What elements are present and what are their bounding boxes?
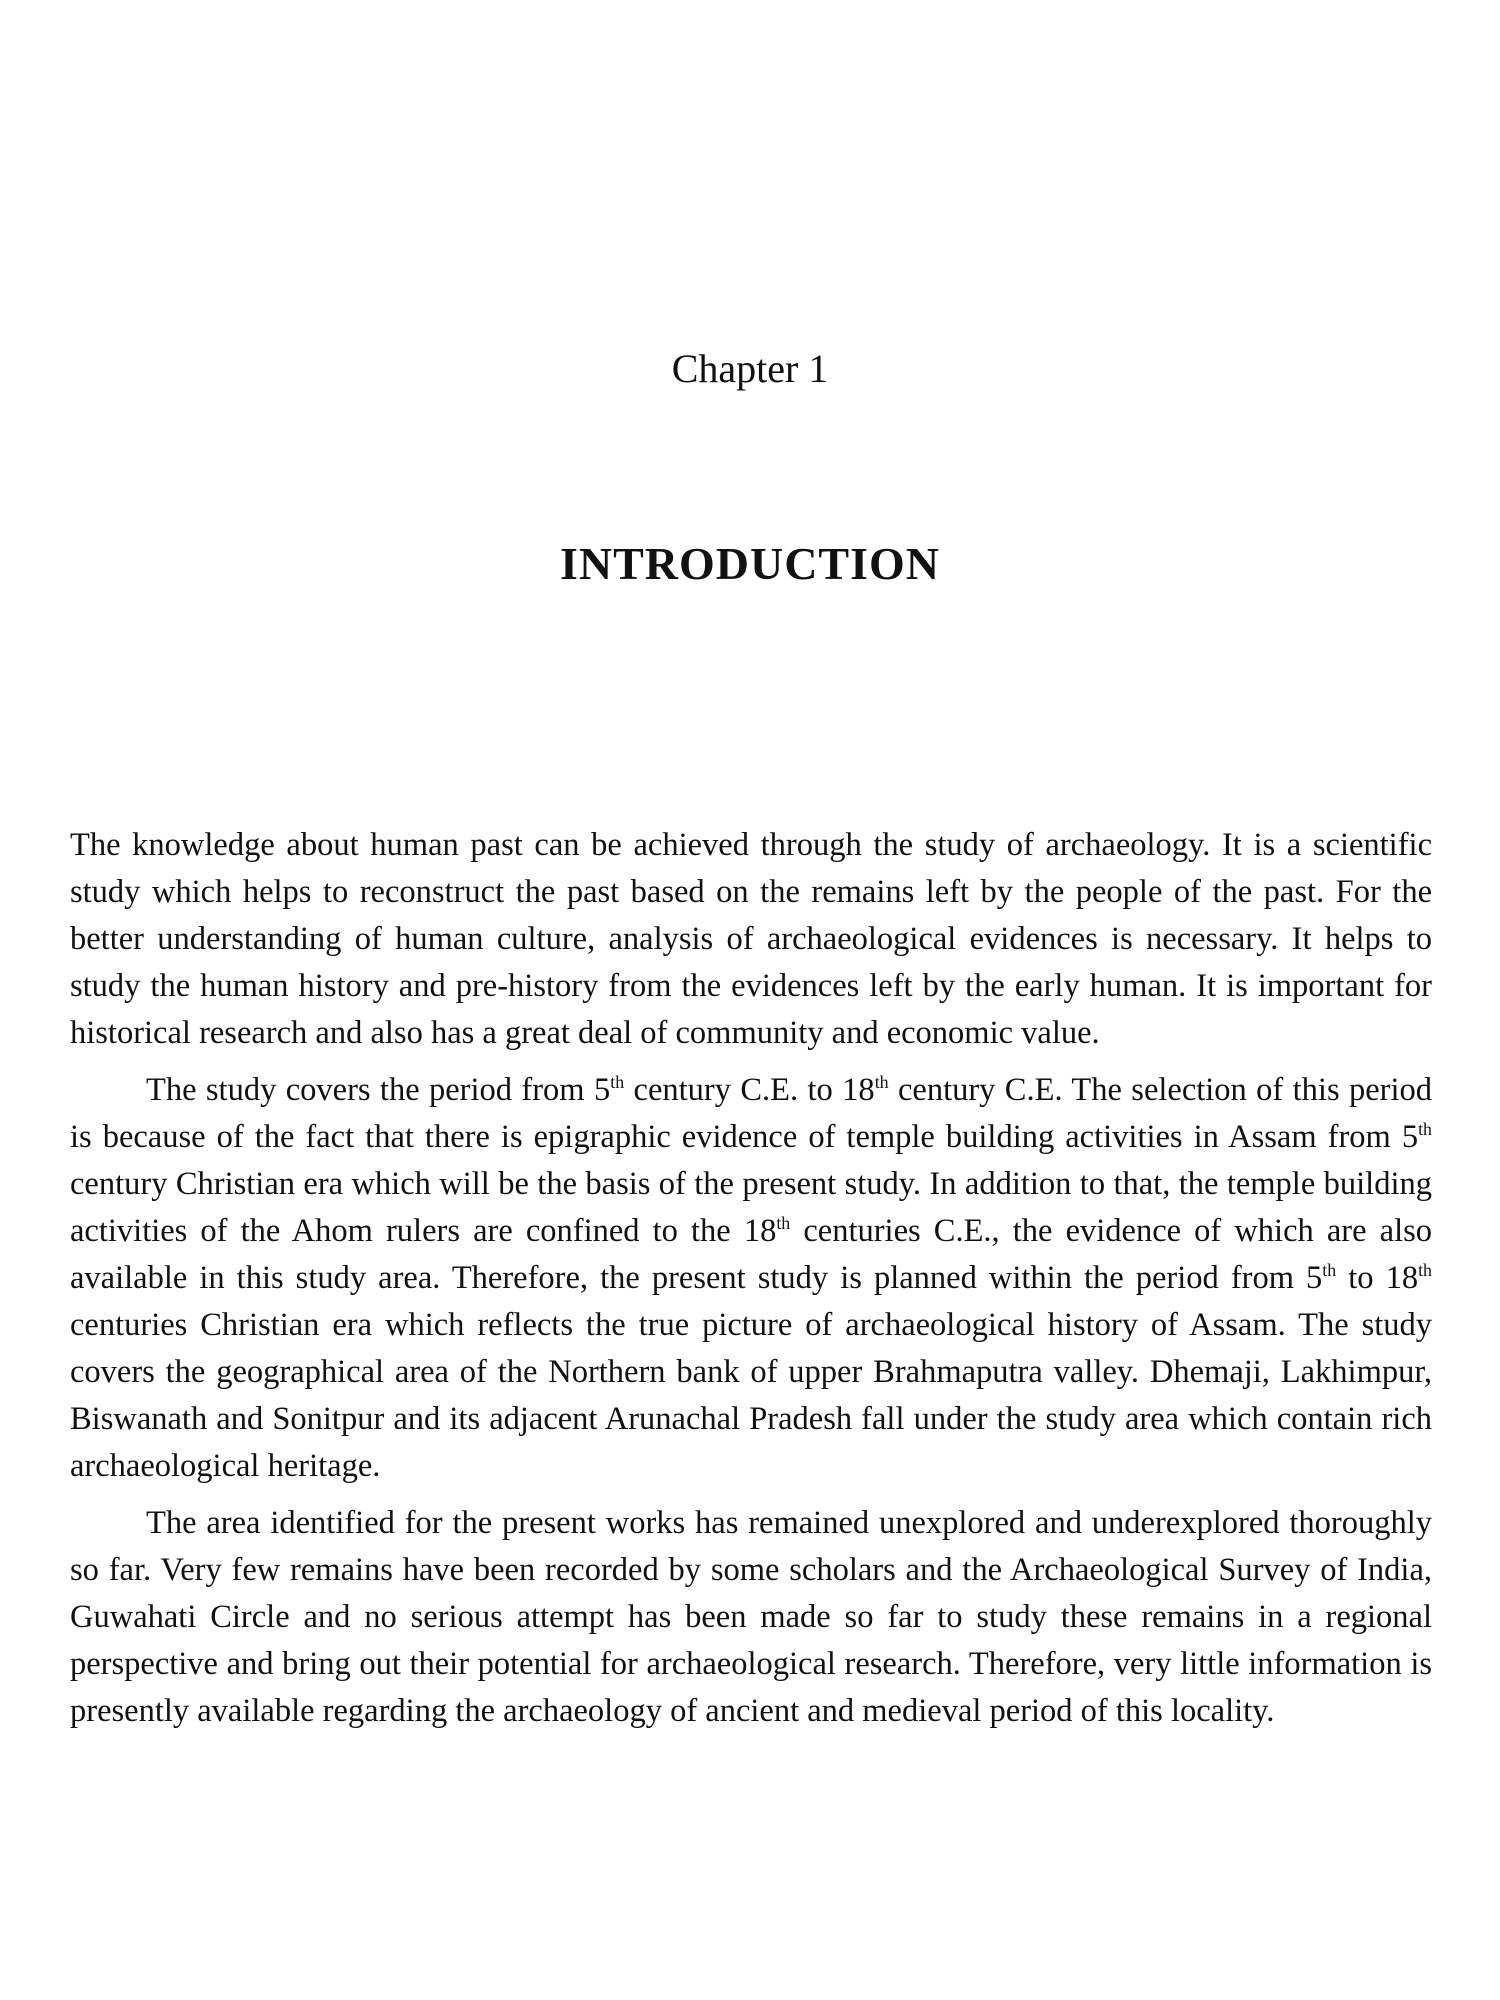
paragraph-1 bbox=[70, 822, 1432, 1057]
text-segment: century Christian era which will be the basis of the present study. In addition to that, the temple building activities of the Ahom rulers are confined to the 18 bbox=[70, 1166, 1432, 1249]
ordinal-suffix: th bbox=[610, 1072, 625, 1093]
ordinal-suffix: th bbox=[776, 1213, 791, 1234]
ordinal-suffix: th bbox=[1418, 1119, 1432, 1140]
text-segment: centuries C.E., the evidence of which are also available in this study area. Therefore, the present study is planned within the period from 5 bbox=[70, 1213, 1432, 1296]
ordinal-suffix: th bbox=[874, 1072, 889, 1093]
paragraph-2 bbox=[70, 1067, 1432, 1490]
paragraph-3 bbox=[70, 1500, 1432, 1735]
text-segment: century C.E. to 18 bbox=[624, 1072, 875, 1108]
ordinal-suffix: th bbox=[1322, 1260, 1337, 1281]
text-segment: century C.E. The selection of this period is because of the fact that there is epigraphic evidence of temple building activities in Assam from 5 bbox=[70, 1072, 1433, 1155]
chapter-label bbox=[0, 345, 1500, 392]
text-segment: The study covers the period from 5 bbox=[146, 1072, 611, 1108]
text-segment: centuries Christian era which reflects the true picture of archaeological history of Assam. The study covers the geographical area of the Northern bank of upper Brahmaputra valley. Dhemaji, Lakhimpur, Biswanath and Sonitpur and its adjacent Arunachal Pradesh fall under the study area which contain rich archaeological heritage. bbox=[70, 1307, 1432, 1484]
chapter-label-text: Chapter 1 bbox=[671, 346, 829, 391]
text-segment: The area identified for the present works has remained unexplored and underexplored thoroughly so far. Very few remains have been recorded by some scholars and the Archaeological Survey of India, Guwahati Circle and no serious attempt has been made so far to study these remains in a regional perspective and bring out their potential for archaeological research. Therefore, very little information is presently available regarding the archaeology of ancient and medieval period of this locality. bbox=[70, 1505, 1432, 1729]
chapter-title: INTRODUCTION bbox=[559, 538, 941, 589]
text-segment: The knowledge about human past can be achieved through the study of archaeology. It is a scientific study which helps to reconstruct the past based on the remains left by the people of the past. For the better understanding of human culture, analysis of archaeological evidences is necessary. It helps to study the human history and pre-history from the evidences left by the early human. It is important for historical research and also has a great deal of community and economic value. bbox=[70, 827, 1432, 1051]
body-text bbox=[70, 822, 1432, 1745]
ordinal-suffix: th bbox=[1418, 1260, 1432, 1281]
text-segment: to 18 bbox=[1336, 1260, 1419, 1296]
